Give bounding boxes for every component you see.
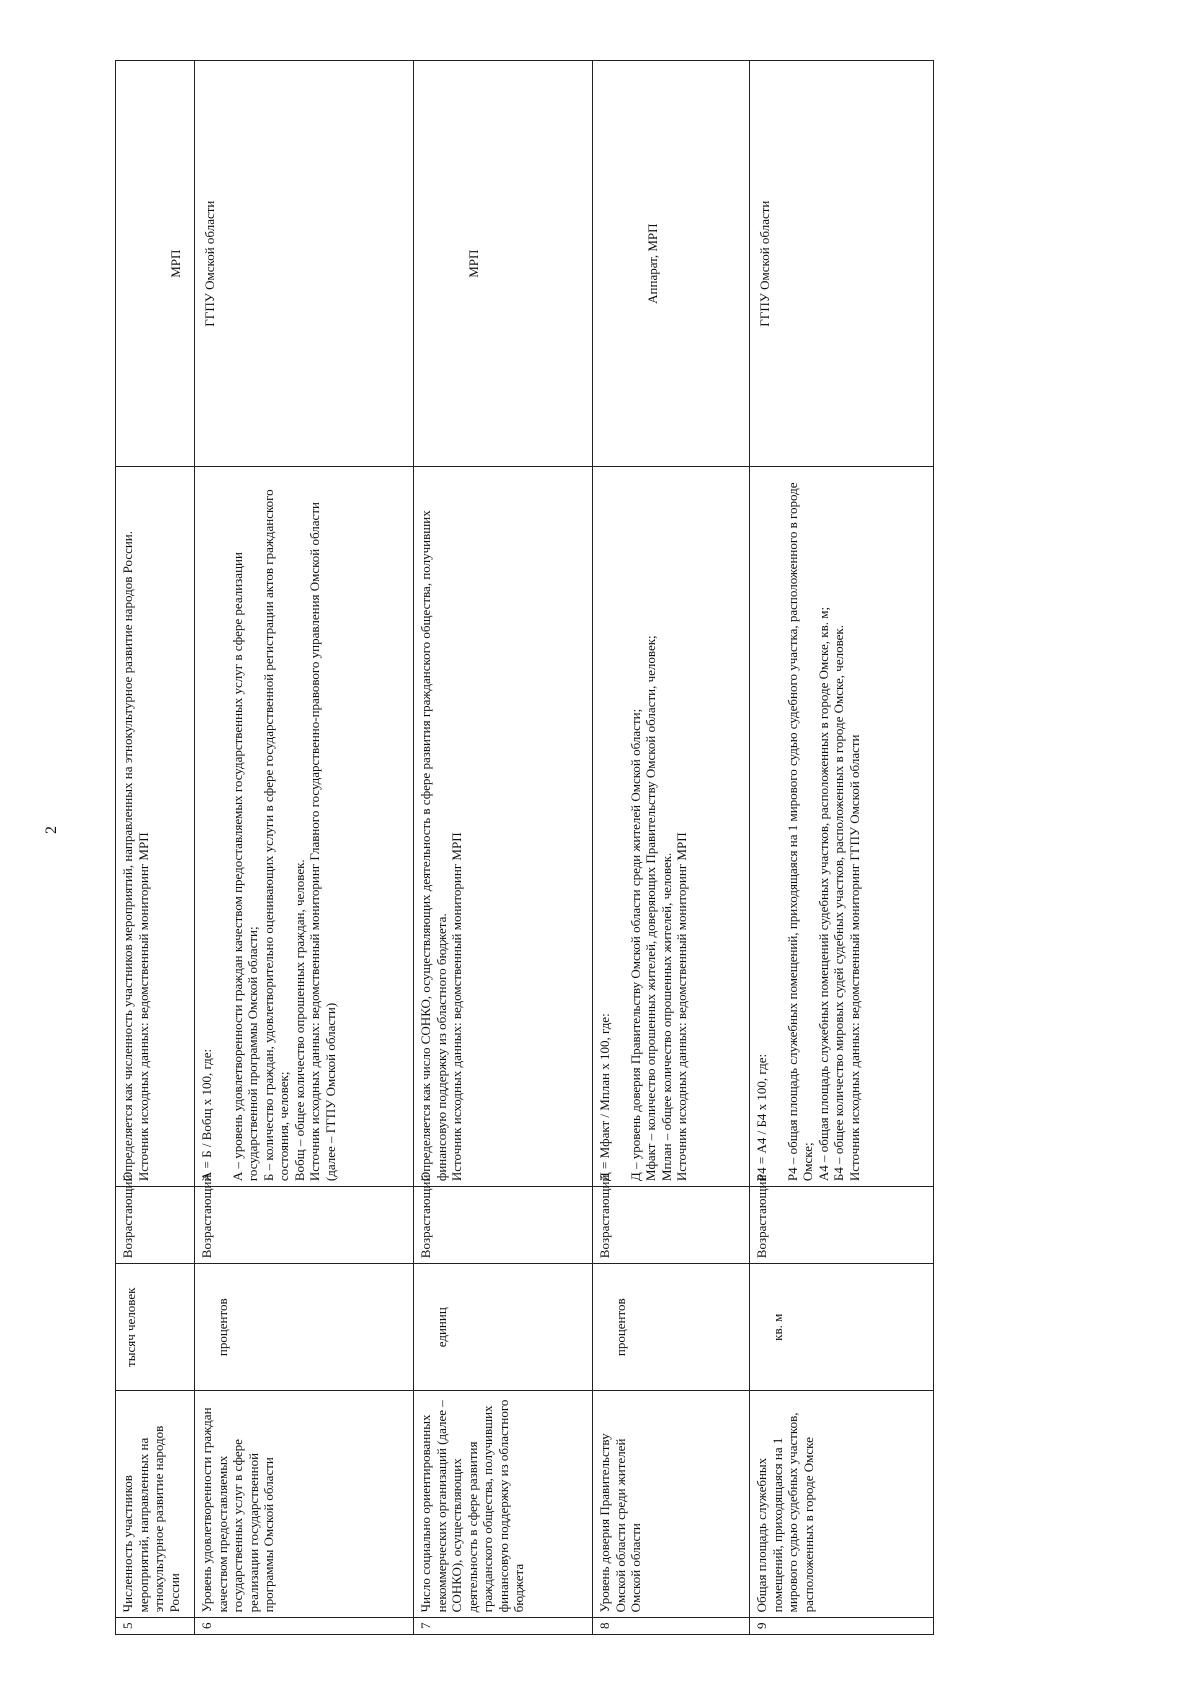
responsible-cell — [195, 61, 414, 467]
indicator-name: Численность участников мероприятий, направленных на этнокультурное развитие народов России — [116, 1391, 195, 1618]
unit-text: процентов — [613, 1298, 628, 1357]
row-number: 5 — [116, 1618, 195, 1635]
formula-line: Определяется как число СОНКО, осуществляющих деятельность в сфере развития гражданского общества, получивших финансовую поддержку из областного бюджета. — [418, 510, 449, 1182]
formula-line: Определяется как численность участников мероприятий, направленных на этнокультурное развитие народов России. — [120, 530, 135, 1182]
responsible-text: ГГПУ Омской области — [757, 200, 772, 327]
responsible-text: Аппарат, МРП — [645, 223, 660, 304]
formula-title: Р4 = А4 / Б4 x 100, где: — [754, 1053, 769, 1182]
page-number: 2 — [43, 826, 60, 834]
formula-line: А4 – общая площадь служебных помещений судебных участков, расположенных в городе Омске, кв. м; — [815, 606, 831, 1182]
table-row — [750, 61, 934, 1635]
trend-cell: Возрастающий — [414, 1187, 593, 1264]
indicator-name: Общая площадь служебных помещений, приходящаяся на 1 мирового судью судебных участков, расположенных в городе Омске — [750, 1391, 934, 1618]
formula-source: Источник исходных данных: ведомственный мониторинг МРП — [449, 832, 464, 1182]
formula-line: Д – уровень доверия Правительству Омской области среди жителей Омской области; — [627, 708, 643, 1182]
unit-cell — [195, 1264, 414, 1391]
unit-cell — [593, 1264, 750, 1391]
unit-text: тысяч человек — [123, 1287, 138, 1367]
unit-text: единиц — [434, 1307, 449, 1348]
indicator-name: Число социально ориентированных некоммерческих организаций (далее – СОНКО), осуществляющих деятельность в сфере развития гражданского общества, получивших финансовую поддержку из областного бюджета — [414, 1391, 593, 1618]
responsible-text: ГГПУ Омской области — [202, 200, 217, 327]
responsible-cell — [750, 61, 934, 467]
formula-cell — [414, 467, 593, 1187]
row-number: 7 — [414, 1618, 593, 1635]
formula-line: Р4 – общая площадь служебных помещений, приходящаяся на 1 мирового судью судебного участка, расположенного в городе Омске; — [784, 482, 815, 1182]
formula-line: Б4 – общее количество мировых судей судебных участков, расположенных в городе Омске, человек. — [831, 625, 846, 1182]
responsible-cell — [414, 61, 593, 467]
row-number: 9 — [750, 1618, 934, 1635]
table-row — [414, 61, 593, 1635]
formula-line: Вобщ – общее количество опрошенных граждан, человек. — [291, 859, 307, 1182]
formula-source: Источник исходных данных: ведомственный мониторинг ГГПУ Омской области — [846, 734, 862, 1182]
indicators-table-container — [115, 60, 950, 1635]
responsible-text: МРП — [168, 249, 183, 278]
table-row — [593, 61, 750, 1635]
row-number: 6 — [195, 1618, 414, 1635]
formula-title: Д = Мфакт / Мплан x 100, где: — [597, 1013, 612, 1182]
formula-cell — [116, 467, 195, 1187]
table-row — [116, 61, 195, 1635]
row-number: 8 — [593, 1618, 750, 1635]
formula-line: Мплан – общее количество опрошенных жителей, человек. — [658, 852, 674, 1182]
formula-cell — [195, 467, 414, 1187]
indicator-name: Уровень удовлетворенности граждан качеством предоставляемых государственных услуг в сфере реализации государственной программы Омской области — [195, 1391, 414, 1618]
unit-text: кв. м — [770, 1313, 785, 1341]
responsible-cell — [116, 61, 195, 467]
formula-cell — [750, 467, 934, 1187]
indicators-table — [115, 60, 934, 1635]
formula-source: Источник исходных данных: ведомственный мониторинг МРП — [135, 832, 151, 1182]
formula-line: Мфакт – количество опрошенных жителей, доверяющих Правительству Омской области, человек; — [643, 635, 658, 1182]
trend-cell: Возрастающий — [593, 1187, 750, 1264]
table-row — [195, 61, 414, 1635]
unit-cell — [116, 1264, 195, 1391]
unit-text: процентов — [215, 1298, 230, 1357]
formula-cell — [593, 467, 750, 1187]
formula-source: Источник исходных данных: ведомственный мониторинг Главного государственно-правового управления Омской области (далее – ГГПУ Омской области) — [307, 502, 338, 1182]
unit-cell — [750, 1264, 934, 1391]
indicator-name: Уровень доверия Правительству Омской области среди жителей Омской области — [593, 1391, 750, 1618]
unit-cell — [414, 1264, 593, 1391]
formula-source: Источник исходных данных: ведомственный мониторинг МРП — [674, 832, 689, 1182]
formula-line: Б – количество граждан, удовлетворительно оценивающих услуги в сфере государственной регистрации актов гражданского состояния, человек; — [260, 489, 291, 1182]
formula-title: А = Б / Вобщ x 100, где: — [199, 1048, 214, 1182]
formula-line: А – уровень удовлетворенности граждан качеством предоставляемых государственных услуг в сфере реализации государственной программы Омской области; — [229, 552, 260, 1182]
responsible-cell — [593, 61, 750, 467]
trend-cell: Возрастающий — [750, 1187, 934, 1264]
trend-cell: Возрастающий — [116, 1187, 195, 1264]
trend-cell: Возрастающий — [195, 1187, 414, 1264]
responsible-text: МРП — [466, 249, 481, 278]
